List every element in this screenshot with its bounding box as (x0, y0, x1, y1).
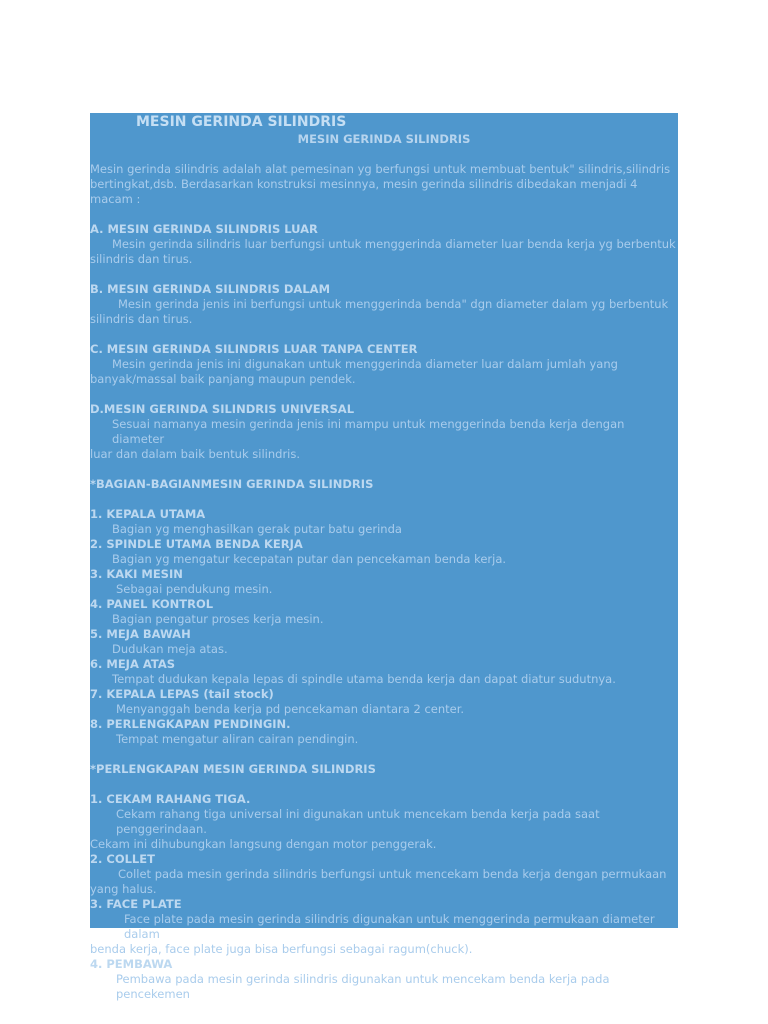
part-heading: 1. KEPALA UTAMA (90, 507, 206, 521)
section-text: Mesin gerinda silindris luar berfungsi untuk menggerinda diameter luar benda kerja yg berbentuk (112, 237, 676, 251)
intro-line: bertingkat,dsb. Berdasarkan konstruksi mesinnya, mesin gerinda silindris dibedakan menjadi 4 macam : (90, 177, 638, 206)
equipment-item-heading: 1. CEKAM RAHANG TIGA. (90, 792, 251, 806)
section-text: Mesin gerinda jenis ini berfungsi untuk menggerinda benda" dgn diameter dalam yg berbentuk (118, 297, 669, 311)
part-desc: Tempat dudukan kepala lepas di spindle utama benda kerja dan dapat diatur sudutnya. (112, 672, 616, 686)
section-heading: C. MESIN GERINDA SILINDRIS LUAR TANPA CENTER (90, 342, 418, 356)
part-heading: 8. PERLENGKAPAN PENDINGIN. (90, 717, 291, 731)
part-heading: 7. KEPALA LEPAS (tail stock) (90, 687, 274, 701)
parts-heading: *BAGIAN-BAGIANMESIN GERINDA SILINDRIS (90, 477, 374, 491)
part-desc: Dudukan meja atas. (112, 642, 228, 656)
part-desc: Tempat mengatur aliran cairan pendingin. (116, 732, 359, 746)
equipment-item-heading: 2. COLLET (90, 852, 155, 866)
part-desc: Sebagai pendukung mesin. (116, 582, 273, 596)
part-heading: 4. PANEL KONTROL (90, 597, 214, 611)
intro-line: Mesin gerinda silindris adalah alat pemesinan yg berfungsi untuk membuat bentuk" silindris,silindris (90, 162, 671, 176)
page-title: MESIN GERINDA SILINDRIS (136, 114, 347, 130)
section-text: silindris dan tirus. (90, 312, 193, 326)
equipment-item-heading: 4. PEMBAWA (90, 957, 173, 971)
section-heading: A. MESIN GERINDA SILINDRIS LUAR (90, 222, 318, 236)
page-subtitle: MESIN GERINDA SILINDRIS (297, 132, 471, 146)
equipment-item-heading: 3. FACE PLATE (90, 897, 182, 911)
part-desc: Bagian yg mengatur kecepatan putar dan pencekaman benda kerja. (112, 552, 507, 566)
equipment-text: yang halus. (90, 882, 157, 896)
section-text: Sesuai namanya mesin gerinda jenis ini mampu untuk menggerinda benda kerja dengan diameter (112, 417, 625, 446)
equipment-text: Pembawa pada mesin gerinda silindris digunakan untuk mencekam benda kerja pada pencekemen (116, 972, 610, 1001)
section-text: luar dan dalam baik bentuk silindris. (90, 447, 301, 461)
equipment-text: benda kerja, face plate juga bisa berfungsi sebagai ragum(chuck). (90, 942, 473, 956)
section-text: banyak/massal baik panjang maupun pendek. (90, 372, 356, 386)
section-heading: D.MESIN GERINDA SILINDRIS UNIVERSAL (90, 402, 355, 416)
part-heading: 5. MEJA BAWAH (90, 627, 191, 641)
part-heading: 2. SPINDLE UTAMA BENDA KERJA (90, 537, 303, 551)
part-desc: Bagian pengatur proses kerja mesin. (112, 612, 324, 626)
document-page (90, 113, 678, 1001)
part-heading: 3. KAKI MESIN (90, 567, 183, 581)
part-desc: Bagian yg menghasilkan gerak putar batu gerinda (112, 522, 402, 536)
document-body (90, 162, 680, 1002)
section-heading: B. MESIN GERINDA SILINDRIS DALAM (90, 282, 331, 296)
section-text: silindris dan tirus. (90, 252, 193, 266)
part-desc: Menyanggah benda kerja pd pencekaman diantara 2 center. (116, 702, 465, 716)
equipment-text: Cekam rahang tiga universal ini digunakan untuk mencekam benda kerja pada saat penggerindaan. (116, 807, 600, 836)
equipment-text: Face plate pada mesin gerinda silindris digunakan untuk menggerinda permukaan diameter dalam (124, 912, 655, 941)
equipment-text: Cekam ini dihubungkan langsung dengan motor penggerak. (90, 837, 437, 851)
part-heading: 6. MEJA ATAS (90, 657, 175, 671)
section-text: Mesin gerinda jenis ini digunakan untuk menggerinda diameter luar dalam jumlah yang (112, 357, 618, 371)
equipment-heading: *PERLENGKAPAN MESIN GERINDA SILINDRIS (90, 762, 376, 776)
equipment-text: Collet pada mesin gerinda silindris berfungsi untuk mencekam benda kerja dengan permukaan (118, 867, 667, 881)
